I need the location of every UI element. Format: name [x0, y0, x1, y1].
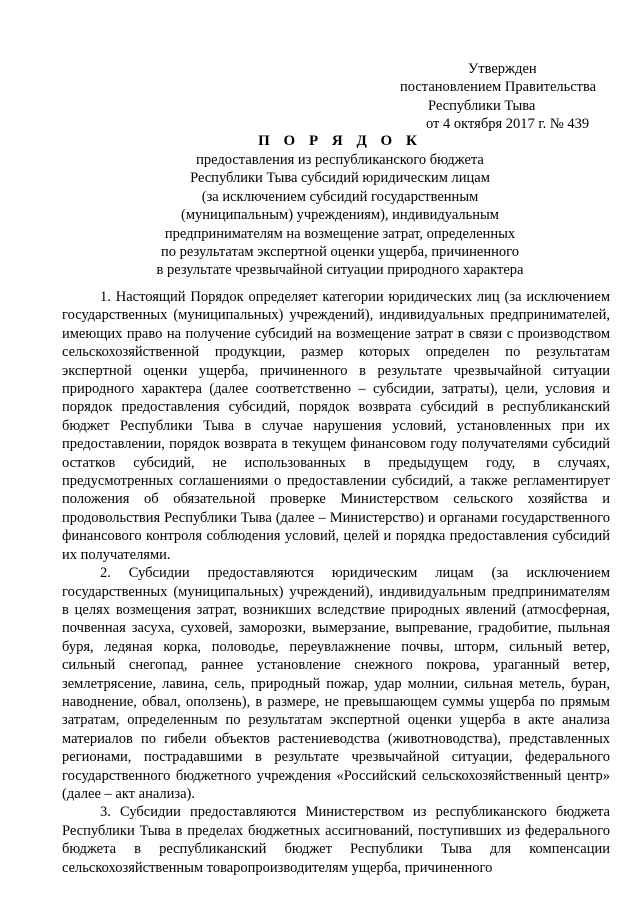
paragraph: 2. Субсидии предоставляются юридическим лицам (за исключением государственных (муниципальных) учреждений), индивидуальным предпринимателям в целях возмещения затрат, возникших вследствие природных явлений (атмосферная, почвенная засуха, суховей, заморозки, вымерзание, выпревание, градобитие, пыльная буря, ледяная корка, половодье, переувлажнение почвы, шторм, сильный ветер, сильный снегопад, раннее установление снежного покрова, ураганный ветер, землетрясение, лавина, сель, природный пожар, удар молнии, сильная метель, буран, наводнение, обвал, оползень), в размере, не превышающем суммы ущерба по прямым затратам, определенным по результатам экспертной оценки ущерба в акте анализа материалов по гибели объектов растениеводства (животноводства), представленных регионами, пострадавшими в результате чрезвычайной ситуации, федерального государственного бюджетного учреждения «Российский сельскохозяйственный центр» (далее – акт анализа). — [62, 565, 610, 802]
subtitle-line: (муниципальным) учреждениям), индивидуальным — [181, 207, 499, 224]
subtitle-line: Республики Тыва субсидий юридическим лицам — [190, 170, 490, 187]
approval-line: Республики Тыва — [428, 97, 536, 114]
document-title: П О Р Я Д О К — [258, 133, 422, 149]
approval-line: от 4 октября 2017 г. № 439 — [426, 116, 590, 133]
approval-line: Утвержден — [468, 61, 537, 77]
document-body — [62, 288, 610, 877]
paragraph: 3. Субсидии предоставляются Министерством из республиканского бюджета Республики Тыва в пределах бюджетных ассигнований, поступивших из федерального бюджета в республиканский бюджет Республики Тыва для компенсации сельскохозяйственным товаропроизводителям ущерба, причиненного — [62, 804, 610, 876]
subtitle-line: предпринимателям на возмещение затрат, определенных — [164, 225, 516, 242]
subtitle-line: (за исключением субсидий государственным — [201, 188, 479, 205]
approval-block — [400, 60, 620, 134]
document-subtitle — [90, 151, 590, 280]
subtitle-line: по результатам экспертной оценки ущерба, причиненного — [161, 244, 519, 261]
approval-line: постановлением Правительства — [400, 79, 597, 96]
subtitle-line: в результате чрезвычайной ситуации природного характера — [156, 262, 524, 279]
subtitle-line: предоставления из республиканского бюджета — [196, 152, 484, 168]
paragraph: 1. Настоящий Порядок определяет категории юридических лиц (за исключением государственных (муниципальных) учреждений), индивидуальных предпринимателей, имеющих право на получение субсидий на возмещение затрат в связи с производством сельскохозяйственной продукции, размер которых определен по результатам экспертной оценки ущерба, причиненного в результате чрезвычайной ситуации природного характера (далее соответственно – субсидии, затраты), цели, условия и порядок предоставления субсидий, порядок возврата субсидий в республиканский бюджет Республики Тыва в случае нарушения условий, установленных при их предоставлении, порядок возврата в текущем финансовом году получателями субсидий остатков субсидий, не использованных в предыдущем году, в случаях, предусмотренных соглашениями о предоставлении субсидий, а также регламентирует положения об обязательной проверке Министерством сельского хозяйства и продовольствия Республики Тыва (далее – Министерство) и органами государственного финансового контроля соблюдения условий, целей и порядка предоставления субсидий их получателями. — [62, 289, 610, 563]
